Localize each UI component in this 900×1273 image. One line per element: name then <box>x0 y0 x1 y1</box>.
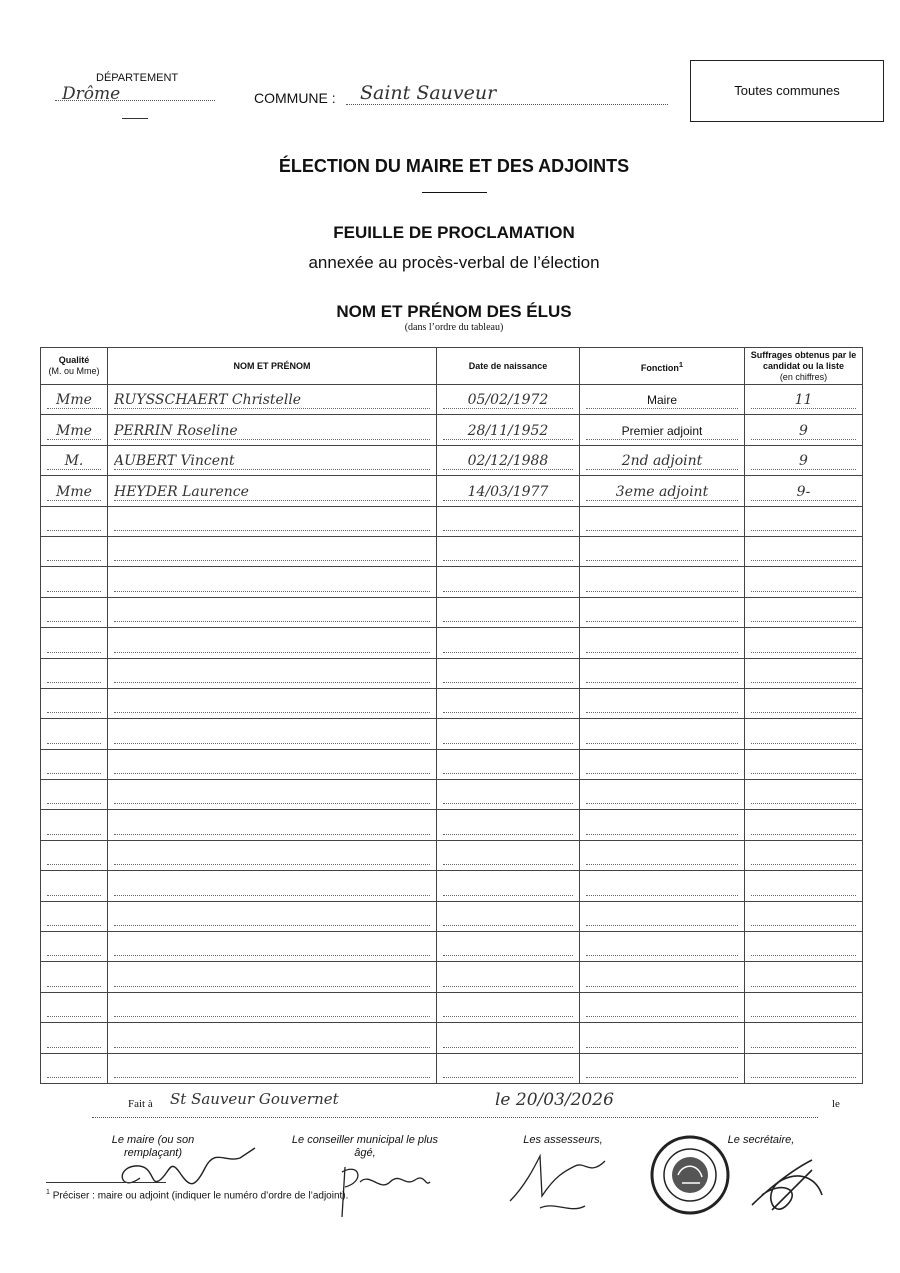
fonction-cell-empty <box>580 536 745 566</box>
table-row-empty <box>41 932 863 962</box>
naissance-cell-empty <box>437 719 580 749</box>
dotted-line <box>443 757 573 774</box>
dotted-line <box>586 1031 738 1048</box>
table-row-empty <box>41 780 863 810</box>
sheet-title: FEUILLE DE PROCLAMATION <box>333 223 575 242</box>
elus-table <box>40 347 863 1084</box>
dotted-line <box>751 787 856 804</box>
dotted-line <box>114 787 430 804</box>
table-row-empty <box>41 962 863 992</box>
fonction-cell-empty <box>580 1023 745 1053</box>
signature-secretaire-label: Le secrétaire, <box>727 1134 795 1146</box>
suffrages-cell-empty <box>745 932 863 962</box>
qualite-cell-empty <box>41 749 108 779</box>
dotted-line <box>586 757 738 774</box>
dotted-line <box>114 1031 430 1048</box>
dotted-line <box>47 909 101 926</box>
nom-cell-empty <box>108 688 437 718</box>
naissance-cell-value: 02/12/1988 <box>443 453 573 470</box>
nom-cell <box>108 415 437 445</box>
table-header-row <box>41 348 863 385</box>
dotted-line <box>586 848 738 865</box>
footnote: $^1$ Préciser : maire ou adjoint (indiquer le numéro d’ordre de l’adjoint). <box>46 1189 349 1202</box>
naissance-cell-value: 28/11/1952 <box>443 423 573 440</box>
fonction-cell-empty <box>580 749 745 779</box>
table-row-empty <box>41 719 863 749</box>
dotted-line <box>751 1061 856 1078</box>
dotted-line <box>586 818 738 835</box>
table-row <box>41 385 863 415</box>
nom-cell-empty <box>108 840 437 870</box>
nom-cell <box>108 385 437 415</box>
dotted-line <box>443 575 573 592</box>
table-row-empty <box>41 688 863 718</box>
dotted-line <box>586 575 738 592</box>
fonction-cell <box>580 415 745 445</box>
qualite-cell-empty <box>41 780 108 810</box>
dotted-line <box>47 544 101 561</box>
table-row-empty <box>41 901 863 931</box>
suffrages-cell-empty <box>745 871 863 901</box>
naissance-cell-empty <box>437 628 580 658</box>
signature-assesseurs-mark <box>500 1146 630 1216</box>
dotted-line <box>47 970 101 987</box>
departement-label: DÉPARTEMENT <box>96 72 179 84</box>
departement-line <box>55 100 215 101</box>
dotted-line <box>586 514 738 531</box>
naissance-cell <box>437 385 580 415</box>
fonction-cell-empty <box>580 901 745 931</box>
dotted-line <box>47 575 101 592</box>
fait-place: St Sauveur Gouvernet <box>170 1090 339 1108</box>
table-row-empty <box>41 749 863 779</box>
fonction-cell <box>580 476 745 506</box>
nom-cell-empty <box>108 597 437 627</box>
dotted-line <box>751 605 856 622</box>
naissance-cell-value: 05/02/1972 <box>443 392 573 409</box>
dotted-line <box>443 939 573 956</box>
qualite-cell-empty <box>41 1023 108 1053</box>
fonction-cell-empty <box>580 932 745 962</box>
suffrages-cell-empty <box>745 719 863 749</box>
nom-cell-empty <box>108 719 437 749</box>
naissance-cell-empty <box>437 810 580 840</box>
qualite-cell-empty <box>41 536 108 566</box>
qualite-cell-empty <box>41 628 108 658</box>
dotted-line <box>751 727 856 744</box>
dotted-line <box>47 1000 101 1017</box>
dotted-line <box>114 970 430 987</box>
nom-cell-empty <box>108 992 437 1022</box>
fonction-cell <box>580 385 745 415</box>
commune-label: COMMUNE : <box>254 90 336 106</box>
dotted-line <box>586 939 738 956</box>
footnote-rule <box>46 1182 166 1183</box>
qualite-cell-value: Mme <box>47 423 101 440</box>
fonction-cell-value: 2nd adjoint <box>586 453 738 470</box>
dotted-line <box>443 848 573 865</box>
dotted-line <box>586 636 738 653</box>
table-row-empty <box>41 536 863 566</box>
main-title: ÉLECTION DU MAIRE ET DES ADJOINTS <box>278 156 630 176</box>
section-title: NOM ET PRÉNOM DES ÉLUS <box>336 302 572 321</box>
fonction-cell-empty <box>580 992 745 1022</box>
qualite-cell-empty <box>41 597 108 627</box>
dotted-line <box>586 970 738 987</box>
dotted-line <box>751 544 856 561</box>
suffrages-cell-value: 11 <box>751 392 856 409</box>
dotted-line <box>114 818 430 835</box>
dotted-line <box>443 636 573 653</box>
nom-cell-empty <box>108 871 437 901</box>
nom-cell-value: RUYSSCHAERT Christelle <box>114 392 430 409</box>
naissance-cell-empty <box>437 506 580 536</box>
table-row-empty <box>41 1053 863 1083</box>
table-row <box>41 445 863 475</box>
fait-date: le 20/03/2026 <box>495 1090 614 1110</box>
nom-cell-value: HEYDER Laurence <box>114 484 430 501</box>
dotted-line <box>114 757 430 774</box>
section-note: (dans l’ordre du tableau) <box>404 322 504 333</box>
fonction-cell-empty <box>580 688 745 718</box>
dotted-line <box>114 636 430 653</box>
table-row <box>41 415 863 445</box>
table-row-empty <box>41 840 863 870</box>
signature-assesseurs-label: Les assesseurs, <box>523 1134 603 1146</box>
dotted-line <box>586 1061 738 1078</box>
signature-conseiller-mark <box>330 1152 440 1222</box>
nom-cell-empty <box>108 628 437 658</box>
fonction-cell-empty <box>580 840 745 870</box>
naissance-cell-empty <box>437 688 580 718</box>
dotted-line <box>751 818 856 835</box>
signature-secretaire-mark <box>742 1150 832 1220</box>
dotted-line <box>47 757 101 774</box>
naissance-cell-empty <box>437 871 580 901</box>
qualite-cell-empty <box>41 962 108 992</box>
naissance-cell <box>437 415 580 445</box>
fonction-cell-value: 3eme adjoint <box>586 484 738 501</box>
dotted-line <box>443 1000 573 1017</box>
qualite-cell-value: Mme <box>47 392 101 409</box>
suffrages-cell-empty <box>745 749 863 779</box>
commune-value: Saint Sauveur <box>360 82 497 104</box>
dotted-line <box>114 848 430 865</box>
qualite-cell-empty <box>41 992 108 1022</box>
suffrages-cell-value: 9 <box>751 423 856 440</box>
table-row-empty <box>41 506 863 536</box>
fonction-cell-empty <box>580 597 745 627</box>
suffrages-cell-empty <box>745 536 863 566</box>
suffrages-cell-empty <box>745 840 863 870</box>
table-row-empty <box>41 658 863 688</box>
dotted-line <box>751 970 856 987</box>
dotted-line <box>586 909 738 926</box>
dotted-line <box>443 514 573 531</box>
nom-cell-empty <box>108 1023 437 1053</box>
dotted-line <box>586 696 738 713</box>
table-row-empty <box>41 992 863 1022</box>
dotted-line <box>751 575 856 592</box>
dotted-line <box>443 666 573 683</box>
nom-cell-empty <box>108 810 437 840</box>
fait-label: Fait à <box>128 1098 153 1110</box>
dotted-line <box>47 666 101 683</box>
header-suffrages: Suffrages obtenus par le candidat ou la liste (en chiffres) <box>745 348 863 385</box>
naissance-cell-empty <box>437 932 580 962</box>
annex-subtitle: annexée au procès-verbal de l’élection <box>308 253 600 272</box>
dotted-line <box>751 514 856 531</box>
dotted-line <box>751 848 856 865</box>
fonction-cell-empty <box>580 1053 745 1083</box>
naissance-cell-empty <box>437 840 580 870</box>
header-naissance: Date de naissance <box>437 348 580 385</box>
naissance-cell-empty <box>437 962 580 992</box>
dotted-line <box>443 727 573 744</box>
nom-cell-value: AUBERT Vincent <box>114 453 430 470</box>
toutes-communes-text: Toutes communes <box>734 83 840 98</box>
toutes-communes-box <box>690 60 884 122</box>
nom-cell-empty <box>108 567 437 597</box>
naissance-cell-value: 14/03/1977 <box>443 484 573 501</box>
naissance-cell-empty <box>437 597 580 627</box>
dotted-line <box>443 818 573 835</box>
fait-line <box>92 1117 818 1118</box>
dotted-line <box>443 544 573 561</box>
qualite-cell-empty <box>41 810 108 840</box>
suffrages-cell-empty <box>745 810 863 840</box>
dotted-line <box>586 1000 738 1017</box>
dotted-line <box>751 939 856 956</box>
qualite-cell-empty <box>41 840 108 870</box>
table-row-empty <box>41 810 863 840</box>
suffrages-cell-empty <box>745 658 863 688</box>
dotted-line <box>114 1000 430 1017</box>
suffrages-cell <box>745 385 863 415</box>
qualite-cell-empty <box>41 658 108 688</box>
dotted-line <box>47 787 101 804</box>
dotted-line <box>751 1000 856 1017</box>
suffrages-cell <box>745 415 863 445</box>
nom-cell <box>108 476 437 506</box>
title-rule <box>422 192 487 193</box>
qualite-cell-empty <box>41 688 108 718</box>
table-row-empty <box>41 597 863 627</box>
table-row-empty <box>41 567 863 597</box>
departement-dash <box>122 118 148 119</box>
fonction-cell-empty <box>580 628 745 658</box>
suffrages-cell-empty <box>745 780 863 810</box>
fonction-cell-value: Premier adjoint <box>586 423 738 440</box>
naissance-cell-empty <box>437 567 580 597</box>
dotted-line <box>47 514 101 531</box>
naissance-cell-empty <box>437 536 580 566</box>
qualite-cell <box>41 476 108 506</box>
dotted-line <box>443 909 573 926</box>
qualite-cell-empty <box>41 871 108 901</box>
dotted-line <box>114 879 430 896</box>
suffrages-cell-empty <box>745 901 863 931</box>
suffrages-cell <box>745 445 863 475</box>
le-label: le <box>832 1098 840 1110</box>
suffrages-cell-value: 9- <box>751 484 856 501</box>
qualite-cell-empty <box>41 932 108 962</box>
dotted-line <box>443 1031 573 1048</box>
fonction-cell-empty <box>580 567 745 597</box>
signature-conseiller-label: Le conseiller municipal le plus âgé, <box>291 1134 439 1159</box>
dotted-line <box>114 544 430 561</box>
suffrages-cell-empty <box>745 962 863 992</box>
qualite-cell-empty <box>41 901 108 931</box>
dotted-line <box>47 848 101 865</box>
nom-cell-empty <box>108 901 437 931</box>
suffrages-cell-empty <box>745 567 863 597</box>
table-body <box>41 385 863 1084</box>
naissance-cell-empty <box>437 658 580 688</box>
naissance-cell-empty <box>437 992 580 1022</box>
dotted-line <box>586 605 738 622</box>
dotted-line <box>751 879 856 896</box>
dotted-line <box>47 1061 101 1078</box>
suffrages-cell-empty <box>745 506 863 536</box>
naissance-cell <box>437 476 580 506</box>
table-row <box>41 476 863 506</box>
nom-cell-value: PERRIN Roseline <box>114 423 430 440</box>
dotted-line <box>114 666 430 683</box>
dotted-line <box>114 605 430 622</box>
dotted-line <box>586 544 738 561</box>
qualite-cell <box>41 385 108 415</box>
dotted-line <box>114 909 430 926</box>
table-row-empty <box>41 1023 863 1053</box>
nom-cell-empty <box>108 780 437 810</box>
dotted-line <box>751 636 856 653</box>
suffrages-cell-empty <box>745 688 863 718</box>
dotted-line <box>47 939 101 956</box>
nom-cell-empty <box>108 962 437 992</box>
dotted-line <box>443 605 573 622</box>
qualite-cell-empty <box>41 506 108 536</box>
fonction-cell-empty <box>580 780 745 810</box>
dotted-line <box>47 636 101 653</box>
dotted-line <box>751 757 856 774</box>
nom-cell-empty <box>108 1053 437 1083</box>
qualite-cell <box>41 445 108 475</box>
suffrages-cell-empty <box>745 597 863 627</box>
suffrages-cell-empty <box>745 628 863 658</box>
nom-cell-empty <box>108 658 437 688</box>
header-nom: NOM ET PRÉNOM <box>108 348 437 385</box>
nom-cell <box>108 445 437 475</box>
fonction-cell-empty <box>580 810 745 840</box>
naissance-cell <box>437 445 580 475</box>
dotted-line <box>443 879 573 896</box>
dotted-line <box>47 605 101 622</box>
dotted-line <box>114 575 430 592</box>
dotted-line <box>443 970 573 987</box>
table-row-empty <box>41 871 863 901</box>
dotted-line <box>586 727 738 744</box>
naissance-cell-empty <box>437 901 580 931</box>
dotted-line <box>114 727 430 744</box>
departement-value: Drôme <box>62 84 121 104</box>
mairie-seal-mark <box>648 1133 732 1217</box>
qualite-cell-empty <box>41 1053 108 1083</box>
qualite-cell-empty <box>41 567 108 597</box>
nom-cell-empty <box>108 932 437 962</box>
fonction-cell <box>580 445 745 475</box>
dotted-line <box>114 514 430 531</box>
suffrages-cell-empty <box>745 1023 863 1053</box>
dotted-line <box>443 787 573 804</box>
header-qualite: Qualité (M. ou Mme) <box>41 348 108 385</box>
dotted-line <box>751 909 856 926</box>
table-row-empty <box>41 628 863 658</box>
fonction-cell-value: Maire <box>586 392 738 409</box>
qualite-cell-empty <box>41 719 108 749</box>
fonction-cell-empty <box>580 719 745 749</box>
naissance-cell-empty <box>437 749 580 779</box>
suffrages-cell-value: 9 <box>751 453 856 470</box>
nom-cell-empty <box>108 749 437 779</box>
commune-line <box>346 104 668 105</box>
dotted-line <box>586 666 738 683</box>
dotted-line <box>751 1031 856 1048</box>
dotted-line <box>47 1031 101 1048</box>
dotted-line <box>586 787 738 804</box>
dotted-line <box>586 879 738 896</box>
dotted-line <box>47 727 101 744</box>
nom-cell-empty <box>108 536 437 566</box>
dotted-line <box>114 939 430 956</box>
naissance-cell-empty <box>437 1053 580 1083</box>
dotted-line <box>114 1061 430 1078</box>
dotted-line <box>751 696 856 713</box>
suffrages-cell-empty <box>745 1053 863 1083</box>
dotted-line <box>443 1061 573 1078</box>
fonction-cell-empty <box>580 658 745 688</box>
qualite-cell <box>41 415 108 445</box>
nom-cell-empty <box>108 506 437 536</box>
dotted-line <box>47 696 101 713</box>
fonction-cell-empty <box>580 506 745 536</box>
dotted-line <box>751 666 856 683</box>
header-fonction: Fonction$^1$ <box>580 348 745 385</box>
suffrages-cell <box>745 476 863 506</box>
dotted-line <box>47 818 101 835</box>
naissance-cell-empty <box>437 1023 580 1053</box>
qualite-cell-value: M. <box>47 453 101 470</box>
dotted-line <box>443 696 573 713</box>
suffrages-cell-empty <box>745 992 863 1022</box>
dotted-line <box>114 696 430 713</box>
qualite-cell-value: Mme <box>47 484 101 501</box>
dotted-line <box>47 879 101 896</box>
signature-maire-label: Le maire (ou son remplaçant) <box>111 1134 195 1159</box>
fonction-cell-empty <box>580 871 745 901</box>
fonction-cell-empty <box>580 962 745 992</box>
naissance-cell-empty <box>437 780 580 810</box>
